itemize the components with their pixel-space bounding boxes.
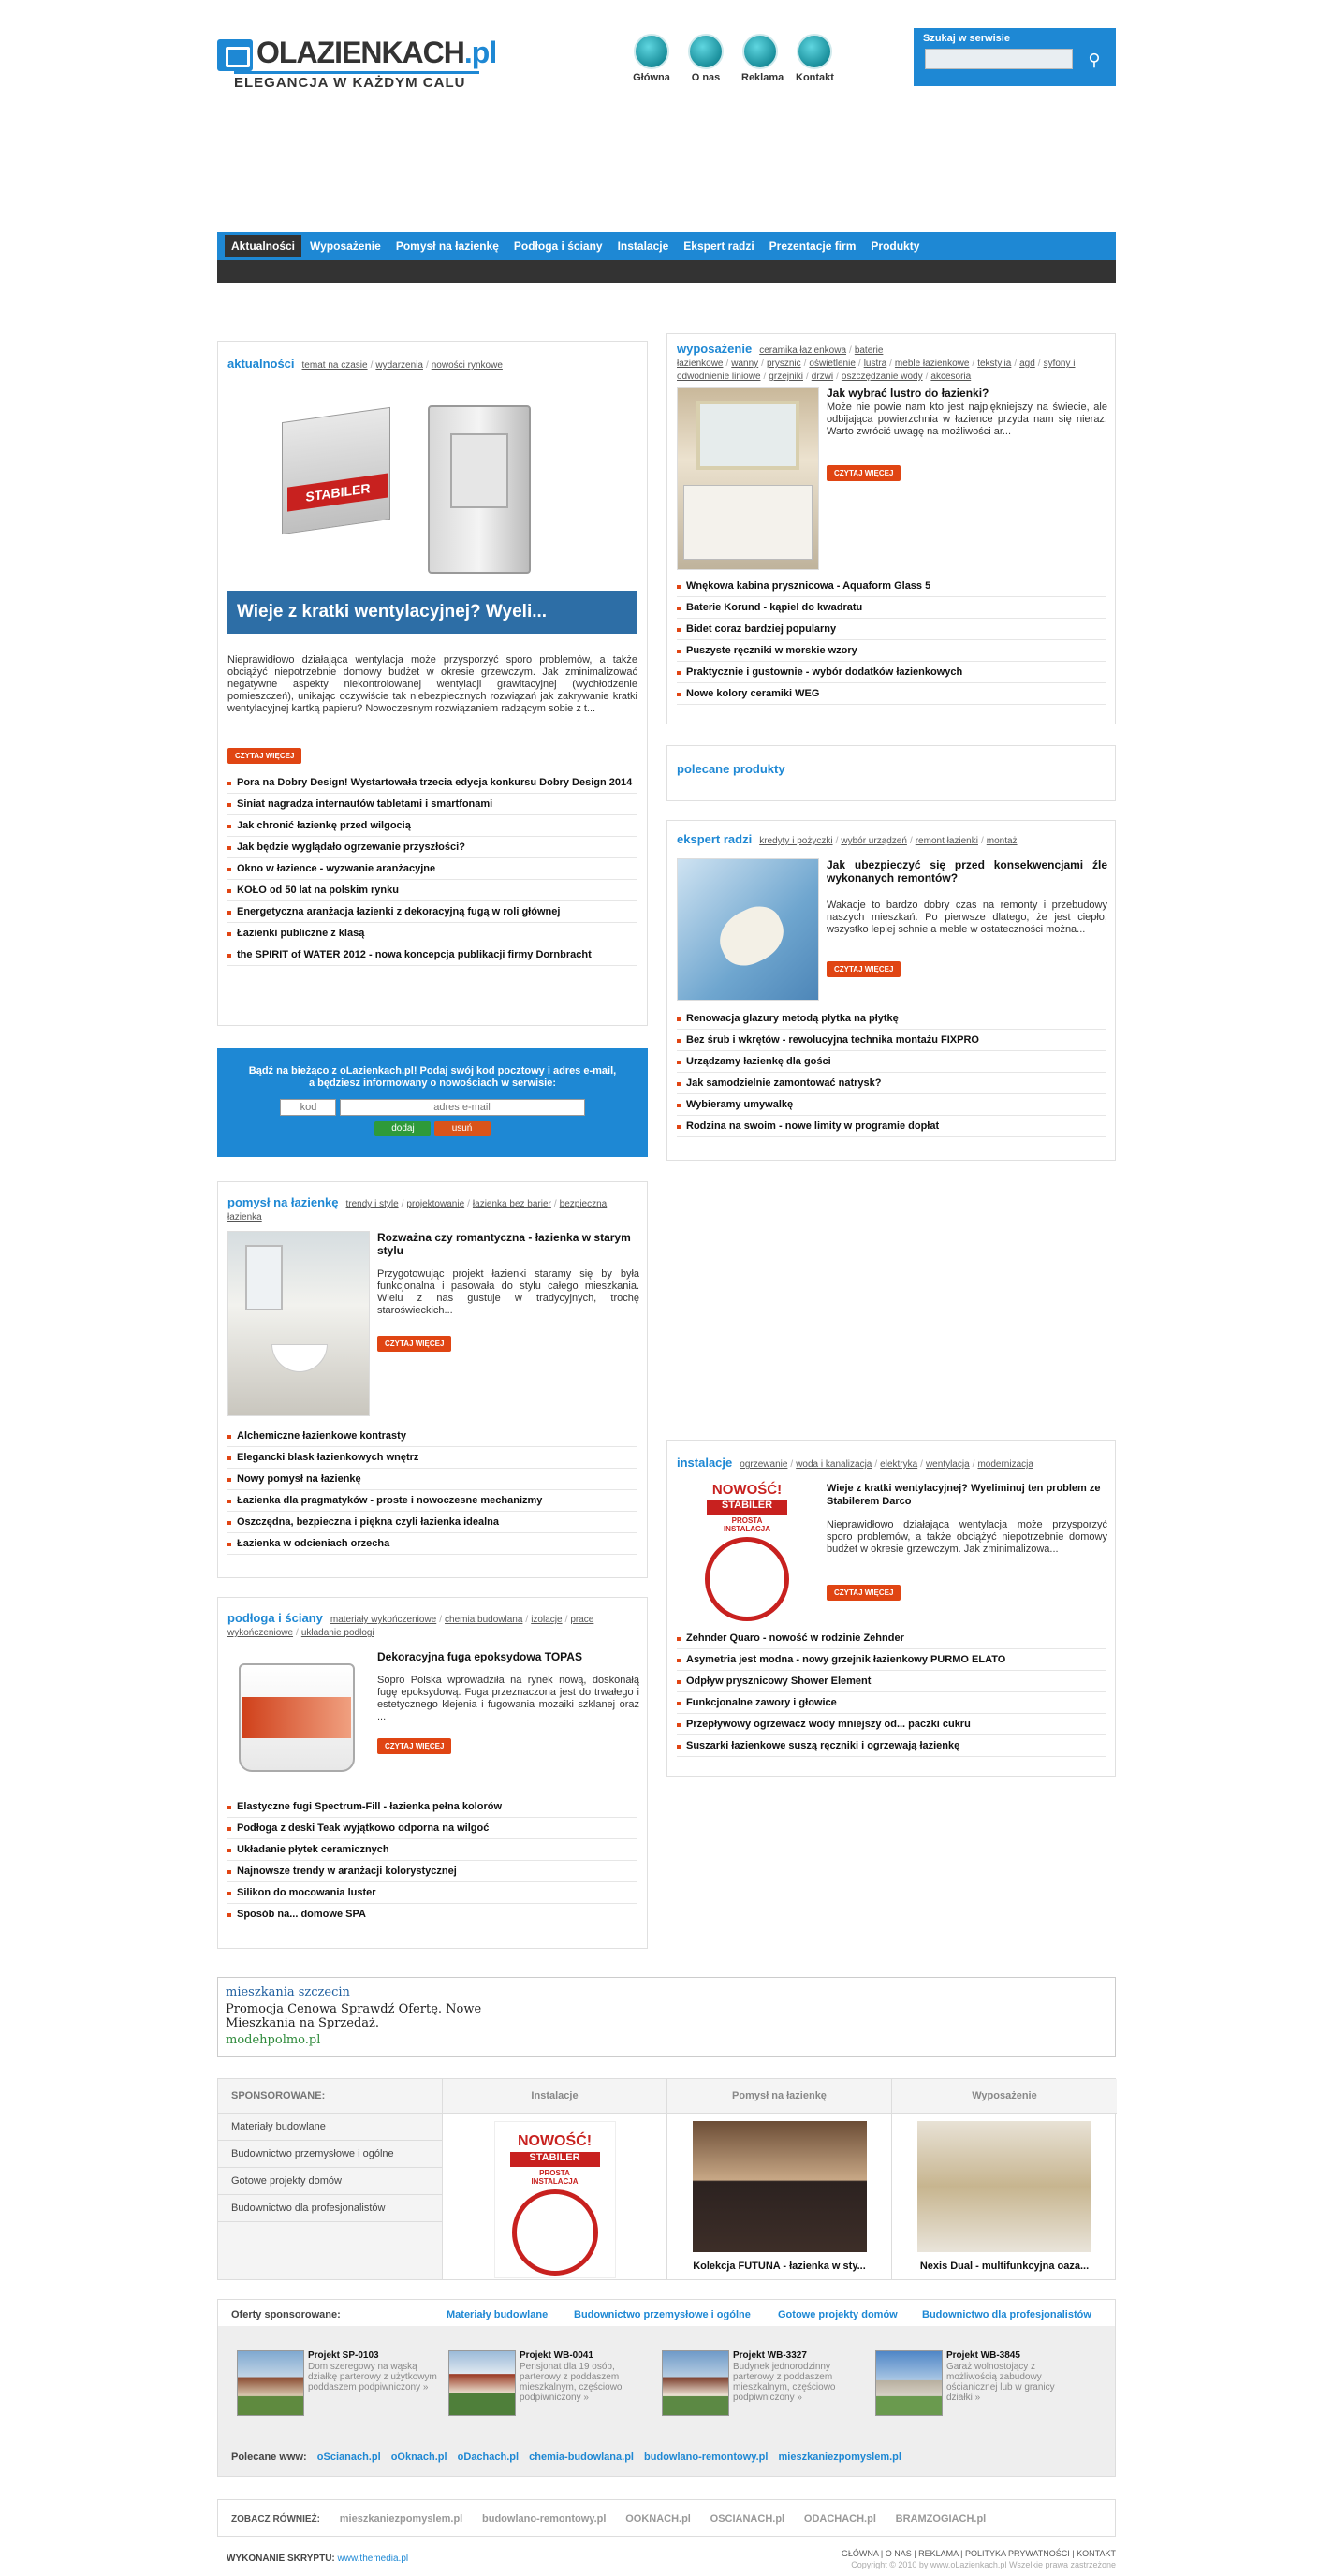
partner-link[interactable]: oDachach.pl xyxy=(457,2452,520,2463)
podloga-box: podłoga i ściany materiały wykończeniowe / chemia budowlana / izolacje / prace wykończeniowe / układanie podłogi Dekoracyjna fuga epoksydowa TOPAS Sopro Polska wprowadziła na rynek nową, doskonałą fugę epoksydową. Fuga przeznaczona jest do trwałego i estetycznego klejenia i fugowania mozaiki szklanej oraz ... CZYTAJ WIĘCEJ Elastyczne fugi Spectrum-Fill - łazienka pełna kolorów Podłoga z deski Teak wyjątkowo odporna na wilgoć Układanie płytek ceramicznych Najnowsze trendy w aranżacji kolorystycznej Silikon do mocowania luster Sposób na... domowe SPA xyxy=(217,1597,648,1949)
list-item[interactable]: Puszyste ręczniki w morskie wzory xyxy=(677,640,1106,662)
sponsored-item[interactable]: Gotowe projekty domów xyxy=(218,2167,442,2194)
podloga-list xyxy=(227,1796,637,1925)
list-item[interactable]: Łazienki publiczne z klasą xyxy=(227,923,637,944)
tag[interactable]: lustra xyxy=(863,359,887,369)
list-item[interactable]: Renowacja glazury metodą płytka na płytkę xyxy=(677,1008,1106,1030)
tag[interactable]: modernizacja xyxy=(977,1459,1033,1470)
partner-logo[interactable]: mieszkaniezpomyslem.pl xyxy=(339,2513,463,2525)
offers-link[interactable]: Budownictwo dla profesjonalistów xyxy=(922,2309,1091,2320)
logo-main: OLAZIENKACH xyxy=(256,36,464,69)
nav-instalacje[interactable]: Instalacje xyxy=(617,240,669,253)
partner-logo[interactable]: budowlano-remontowy.pl xyxy=(482,2513,607,2525)
tag[interactable]: drzwi xyxy=(811,372,834,382)
tag[interactable]: kredyty i pożyczki xyxy=(759,836,833,846)
sponsored-item[interactable]: Materiały budowlane xyxy=(218,2113,442,2140)
offer-item[interactable]: Projekt SP-0103 Dom szeregowy na wąską działkę parterowy z użytkowym poddaszem podpiwniczony » xyxy=(237,2350,443,2425)
stabiler-label: STABILER xyxy=(287,473,388,511)
list-item[interactable]: Praktycznie i gustownie - wybór dodatków łazienkowych xyxy=(677,662,1106,683)
list-item[interactable]: Podłoga z deski Teak wyjątkowo odporna na wilgoć xyxy=(227,1818,637,1839)
tag[interactable]: baterie łazienkowe xyxy=(677,345,884,369)
tag[interactable]: projektowanie xyxy=(406,1199,465,1209)
list-item[interactable]: Pora na Dobry Design! Wystartowała trzecia edycja konkursu Dobry Design 2014 xyxy=(227,772,637,794)
offer-item[interactable]: Projekt WB-0041 Pensjonat dla 19 osób, parterowy z poddaszem mieszkalnym, częściowo podpiwniczony » xyxy=(448,2350,654,2425)
list-item[interactable]: Okno w łazience - wyzwanie aranżacyjne xyxy=(227,858,637,880)
list-item[interactable]: Asymetria jest modna - nowy grzejnik łazienkowy PURMO ELATO xyxy=(677,1649,1106,1671)
email-input[interactable] xyxy=(340,1099,585,1116)
wyposazenie-title[interactable]: wyposażenie xyxy=(677,342,753,356)
partner-logo[interactable]: OSCIANACH.pl xyxy=(710,2513,785,2525)
tag[interactable]: temat na czasie xyxy=(301,360,368,371)
top-nav xyxy=(633,34,833,83)
sponsored-col-pomysl xyxy=(667,2079,892,2279)
ekspert-list xyxy=(677,1008,1106,1137)
nav-prezentacje[interactable]: Prezentacje firm xyxy=(769,240,857,253)
pomysl-box: pomysł na łazienkę trendy i style / projektowanie / łazienka bez barier / bezpieczna łazienka Rozważna czy romantyczna - łazienka w starym stylu Przygotowując projekt łazienki staramy się by była funkcjonalna i pasowała do stylu całego mieszkania. Wielu z nas gustuje w tradycyjnych, trochę staroświeckich... CZYTAJ WIĘCEJ Alchemiczne łazienkowe kontrasty Elegancki blask łazienkowych wnętrz Nowy pomysł na łazienkę Łazienka dla pragmatyków - proste i nowoczesne mechanizmy Oszczędna, bezpieczna i piękna czyli łazienka idealna Łazienka w odcieniach orzecha xyxy=(217,1181,648,1578)
check-icon xyxy=(688,34,724,69)
list-item[interactable]: Suszarki łazienkowe suszą ręczniki i ogrzewają łazienkę xyxy=(677,1735,1106,1757)
sponsored-caption[interactable]: Kolekcja FUTUNA - łazienka w sty... xyxy=(693,2261,866,2272)
postcode-input[interactable] xyxy=(280,1099,336,1116)
tag[interactable]: oszczędzanie wody xyxy=(841,372,923,382)
list-item[interactable]: Łazienka w odcieniach orzecha xyxy=(227,1533,637,1555)
sponsored-col-instalacje xyxy=(443,2079,667,2279)
search-label: Szukaj w serwisie xyxy=(923,33,1010,44)
list-item[interactable]: Jak samodzielnie zamontować natrysk? xyxy=(677,1073,1106,1094)
read-more-button[interactable]: CZYTAJ WIĘCEJ xyxy=(377,1738,451,1754)
tag[interactable]: grzejniki xyxy=(769,372,803,382)
aktualnosci-box: aktualności temat na czasie / wydarzenia / nowości rynkowe STABILER Wieje z kratki wentylacyjnej? Wyeli... Nieprawidłowo działająca wentylacja może przysporzyć sporo problemów, a także obciążyć niepotrzebnie domowy budżet w okresie grzewczym. Jak zminimalizować negatywne aspekty niekontrolowanej wentylacji grawitacyjnej (wychłodzenie pomieszczeń), unikając oczywiście tak niebezpiecznych rozwiązań jak zakrywanie kratki wentylacyjnej kartką papieru? Nowoczesnym rozwiązaniem radzącym sobie z t... CZYTAJ WIĘCEJ Pora na Dobry Design! Wystartowała trzecia edycja konkursu Dobry Design 2014 Siniat nagradza internautów tabletami i smartfonami Jak chronić łazienkę przed wilgocią Jak będzie wyglądało ogrzewanie przyszłości? Okno w łazience - wyzwanie aranżacyjne KOŁO od 50 lat na polskim rynku Energetyczna aranżacja łazienki z dekoracyjną fugą w roli głównej Łazienki publiczne z klasą the SPIRIT of WATER 2012 - nowa koncepcja publikacji firmy Dornbracht xyxy=(217,341,648,1026)
tag[interactable]: woda i kanalizacja xyxy=(796,1459,872,1470)
instalacje-box: instalacje ogrzewanie / woda i kanalizacja / elektryka / wentylacja / modernizacja NOWOŚĆ! STABILER PROSTA INSTALACJA Wieje z kratki wentylacyjnej? Wyeliminuj ten problem ze Stabilerem Darco Nieprawidłowo działająca wentylacja może przysporzyć sporo problemów, a także obciążyć niepotrzebnie domowy budżet w okresie grzewczym. Jak zminimalizowa... CZYTAJ WIĘCEJ Zehnder Quaro - nowość w rodzinie Zehnder Asymetria jest modna - nowy grzejnik łazienkowy PURMO ELATO Odpływ prysznicowy Shower Element Funkcjonalne zawory i głowice Przepływowy ogrzewacz wody mniejszy od... paczki cukru Suszarki łazienkowe suszą ręczniki i ogrzewają łazienkę xyxy=(666,1440,1116,1777)
offer-item[interactable]: Projekt WB-3845 Garaż wolnostojący z możliwością zabudowy ościanicznej lub w granicy działki » xyxy=(875,2350,1081,2425)
see-also-label: ZOBACZ RÓWNIEŻ: xyxy=(231,2514,320,2525)
instalacje-list xyxy=(677,1628,1106,1757)
nav-podloga[interactable]: Podłoga i ściany xyxy=(513,240,603,253)
tag[interactable]: nowości rynkowe xyxy=(431,360,503,371)
search-input[interactable] xyxy=(925,49,1073,69)
sponsored-item[interactable]: Budownictwo przemysłowe i ogólne xyxy=(218,2140,442,2167)
podloga-article-text: Sopro Polska wprowadziła na rynek nową, doskonałą fugę epoksydową. Fuga przeznaczona jest do trwałego i estetycznego klejenia i fugowania mozaiki szklanej oraz ... xyxy=(377,1675,639,1722)
instalacje-article-title[interactable]: Wieje z kratki wentylacyjnej? Wyeliminuj ten problem ze Stabilerem Darco xyxy=(827,1483,1101,1507)
sponsored-col-title[interactable]: Instalacje xyxy=(443,2079,666,2114)
list-item[interactable]: Nowe kolory ceramiki WEG xyxy=(677,683,1106,705)
list-item[interactable]: Siniat nagradza internautów tabletami i smartfonami xyxy=(227,794,637,815)
list-item[interactable]: Łazienka dla pragmatyków - proste i nowoczesne mechanizmy xyxy=(227,1490,637,1512)
offers-link[interactable]: Materiały budowlane xyxy=(447,2309,549,2320)
nav-wyposazenie[interactable]: Wyposażenie xyxy=(310,240,381,253)
sponsored-col-title[interactable]: Wyposażenie xyxy=(892,2079,1117,2114)
list-item[interactable]: Elegancki blask łazienkowych wnętrz xyxy=(227,1447,637,1469)
list-item[interactable]: Jak będzie wyglądało ogrzewanie przyszłości? xyxy=(227,837,637,858)
list-item[interactable]: Odpływ prysznicowy Shower Element xyxy=(677,1671,1106,1692)
sponsored-panel xyxy=(217,2078,1116,2280)
tag[interactable]: remont łazienki xyxy=(915,836,978,846)
read-more-button[interactable]: CZYTAJ WIĘCEJ xyxy=(827,961,901,977)
tag[interactable]: prace wykończeniowe xyxy=(227,1615,594,1638)
nav-produkty[interactable]: Produkty xyxy=(871,240,920,253)
tag[interactable]: wanny xyxy=(731,359,759,369)
read-more-button[interactable]: CZYTAJ WIĘCEJ xyxy=(827,1585,901,1601)
partner-logo[interactable]: OOKNACH.pl xyxy=(625,2513,691,2525)
podloga-article-title[interactable]: Dekoracyjna fuga epoksydowa TOPAS xyxy=(377,1650,582,1663)
list-item[interactable]: KOŁO od 50 lat na polskim rynku xyxy=(227,880,637,901)
mail-icon xyxy=(797,34,832,69)
ekspert-box: ekspert radzi kredyty i pożyczki / wybór urządzeń / remont łazienki / montaż Jak ubezpieczyć się przed konsekwencjami źle wykonanych remontów? Wakacje to bardzo dobry czas na remonty i przebudowy naszych mieszkań. Po pierwsze dlatego, że jest ciepło, wszystko lepiej schnie a meble w ostateczności można... CZYTAJ WIĘCEJ Renowacja glazury metodą płytka na płytkę Bez śrub i wkrętów - rewolucyjna technika montażu FIXPRO Urządzamy łazienkę dla gości Jak samodzielnie zamontować natrysk? Wybieramy umywalkę Rodzina na swoim - nowe limity w programie dopłat xyxy=(666,820,1116,1161)
feature-image[interactable] xyxy=(227,377,637,589)
mirror-vanity-image[interactable] xyxy=(677,387,819,570)
list-item[interactable]: Elastyczne fugi Spectrum-Fill - łazienka pełna kolorów xyxy=(227,1796,637,1818)
house-image xyxy=(875,2350,943,2416)
ad-url[interactable]: modehpolmo.pl xyxy=(226,2033,321,2047)
tag[interactable]: materiały wykończeniowe xyxy=(330,1615,437,1625)
polecane-www: Polecane www: oScianach.pl oOknach.pl oDachach.pl chemia-budowlana.pl budowlano-remontowy.pl mieszkaniezpomyslem.pl xyxy=(231,2452,901,2463)
newsletter-box xyxy=(217,1048,648,1157)
tag[interactable]: izolacje xyxy=(531,1615,563,1625)
search-box xyxy=(914,28,1116,86)
footer-credit-link[interactable]: www.themedia.pl xyxy=(337,2554,409,2564)
ekspert-title[interactable]: ekspert radzi xyxy=(677,832,753,846)
copyright: Copyright © 2010 by www.oLazienkach.pl Wszelkie prawa zastrzeżone xyxy=(851,2560,1116,2569)
list-item[interactable]: the SPIRIT of WATER 2012 - nowa koncepcja publikacji firmy Dornbracht xyxy=(227,944,637,966)
plaster-brush-image[interactable] xyxy=(677,858,819,1001)
instalacje-article-text: Nieprawidłowo działająca wentylacja może przysporzyć sporo problemów, a także obciążyć niepotrzebnie domowy budżet w okresie grzewczym. Jak zminimalizowa... xyxy=(827,1519,1107,1555)
tag[interactable]: prysznic xyxy=(766,359,801,369)
sponsored-col-wyposazenie xyxy=(892,2079,1117,2279)
bathroom-sink-image[interactable] xyxy=(227,1231,370,1416)
tag[interactable]: syfony i odwodnienie liniowe xyxy=(677,359,1076,382)
offers-link[interactable]: Gotowe projekty domów xyxy=(778,2309,898,2320)
polecane-box xyxy=(666,745,1116,801)
partner-logo[interactable]: ODACHACH.pl xyxy=(803,2513,876,2525)
tag[interactable]: tekstylia xyxy=(977,359,1012,369)
ekspert-article-text: Wakacje to bardzo dobry czas na remonty i przebudowy naszych mieszkań. Po pierwsze dlatego, że jest ciepło, wszystko lepiej schnie a meble w ostateczności można... xyxy=(827,900,1107,935)
list-item[interactable]: Jak chronić łazienkę przed wilgocią xyxy=(227,815,637,837)
sponsored-item[interactable]: Budownictwo dla profesjonalistów xyxy=(218,2194,442,2222)
logo-slogan: ELEGANCJA W KAŻDYM CALU xyxy=(234,71,479,91)
main-nav xyxy=(217,232,1116,260)
topnav-home[interactable]: Główna xyxy=(633,34,670,83)
topnav-ads[interactable]: Reklama xyxy=(741,34,779,83)
list-item[interactable]: Baterie Korund - kąpiel do kwadratu xyxy=(677,597,1106,619)
house-image xyxy=(237,2350,304,2416)
sponsored-offers xyxy=(217,2299,1116,2477)
nav-aktualnosci[interactable]: Aktualności xyxy=(225,235,301,257)
list-item[interactable]: Wnękowa kabina prysznicowa - Aquaform Glass 5 xyxy=(677,576,1106,597)
polecane-title[interactable]: polecane produkty xyxy=(677,762,785,776)
offers-header: Oferty sponsorowane: xyxy=(231,2309,341,2320)
footer-nav[interactable]: GŁÓWNA | O NAS | REKLAMA | POLITYKA PRYWATNOŚCI | KONTAKT xyxy=(841,2549,1116,2558)
feature-caption[interactable]: Wieje z kratki wentylacyjnej? Wyeli... xyxy=(227,591,637,634)
partner-link[interactable]: oOknach.pl xyxy=(390,2452,447,2463)
nav-pomysl[interactable]: Pomysł na łazienkę xyxy=(395,240,499,253)
text-ad[interactable] xyxy=(217,1977,1116,2057)
list-item[interactable]: Energetyczna aranżacja łazienki z dekoracyjną fugą w roli głównej xyxy=(227,901,637,923)
tag[interactable]: oświetlenie xyxy=(809,359,856,369)
add-button[interactable]: dodaj xyxy=(374,1121,431,1136)
list-item[interactable]: Rodzina na swoim - nowe limity w programie dopłat xyxy=(677,1116,1106,1137)
footer-credits: WYKONANIE SKRYPTU: www.themedia.pl xyxy=(227,2554,409,2564)
ekspert-article-title[interactable]: Jak ubezpieczyć się przed konsekwencjami źle wykonanych remontów? xyxy=(827,858,1107,885)
newsletter-text: Bądź na bieżąco z oLazienkach.pl! Podaj swój kod pocztowy i adres e-mail, a będziesz informowany o nowościach w serwisie: xyxy=(248,1065,617,1089)
tag[interactable]: montaż xyxy=(986,836,1018,846)
search-icon[interactable]: ⚲ xyxy=(1088,51,1101,69)
aktualnosci-title[interactable]: aktualności xyxy=(227,357,295,371)
wyposazenie-article-title[interactable]: Jak wybrać lustro do łazienki? xyxy=(827,387,989,400)
tag[interactable]: wybór urządzeń xyxy=(841,836,907,846)
pomysl-article-text: Przygotowując projekt łazienki staramy się by była funkcjonalna i pasowała do stylu całego mieszkania. Wielu z nas gustuje w tradycyjnych, trochę staroświeckich... xyxy=(377,1268,639,1316)
list-item[interactable]: Zehnder Quaro - nowość w rodzinie Zehnder xyxy=(677,1628,1106,1649)
house-image xyxy=(448,2350,516,2416)
tag[interactable]: trendy i style xyxy=(345,1199,399,1209)
stabiler-badge-image[interactable]: NOWOŚĆ! STABILER PROSTA INSTALACJA xyxy=(696,1482,798,1617)
tag[interactable]: akcesoria xyxy=(930,372,972,382)
ad-line2: Mieszkania na Sprzedaż. xyxy=(226,2016,380,2030)
podloga-title[interactable]: podłoga i ściany xyxy=(227,1611,323,1625)
site-logo[interactable] xyxy=(217,34,497,91)
ad-title[interactable]: mieszkania szczecin xyxy=(226,1985,350,1999)
futuna-image[interactable] xyxy=(693,2121,867,2252)
partner-link[interactable]: chemia-budowlana.pl xyxy=(529,2452,634,2463)
list-item[interactable]: Bez śrub i wkrętów - rewolucyjna technika montażu FIXPRO xyxy=(677,1030,1106,1051)
aktualnosci-list xyxy=(227,772,637,966)
read-more-button[interactable]: CZYTAJ WIĘCEJ xyxy=(227,748,301,764)
topnav-about[interactable]: O nas xyxy=(687,34,725,83)
list-item[interactable]: Alchemiczne łazienkowe kontrasty xyxy=(227,1426,637,1447)
grout-bucket-image[interactable] xyxy=(227,1650,368,1781)
ad-line1: Promocja Cenowa Sprawdź Ofertę. Nowe xyxy=(226,2002,482,2016)
feature-text: Nieprawidłowo działająca wentylacja może przysporzyć sporo problemów, a także obciążyć niepotrzebnie domowy budżet w okresie grzewczym. Jak zminimalizować negatywne aspekty niekontrolowanej wentylacji grawitacyjnej (wychłodzenie pomieszczeń), unikając oczywiście tak niebezpiecznych rozwiązań jak zakrywanie kratki wentylacyjnej kartką papieru? Nowoczesnym rozwiązaniem radzącym sobie z t... xyxy=(227,654,637,714)
tag[interactable]: agd xyxy=(1019,359,1035,369)
home-icon xyxy=(634,34,669,69)
wyposazenie-list xyxy=(677,576,1106,705)
partner-logo[interactable]: BRAMZOGIACH.pl xyxy=(895,2513,987,2525)
sponsored-col-title[interactable]: Pomysł na łazienkę xyxy=(667,2079,891,2114)
sponsored-caption[interactable]: Nexis Dual - multifunkcyjna oaza... xyxy=(919,2261,1090,2272)
remove-button[interactable]: usuń xyxy=(434,1121,491,1136)
stabiler-promo-image[interactable]: NOWOŚĆ! STABILER PROSTA INSTALACJA xyxy=(494,2121,616,2278)
tag[interactable]: bezpieczna łazienka xyxy=(227,1199,608,1222)
list-item[interactable]: Urządzamy łazienkę dla gości xyxy=(677,1051,1106,1073)
tag[interactable]: łazienka bez barier xyxy=(472,1199,551,1209)
list-item[interactable]: Układanie płytek ceramicznych xyxy=(227,1839,637,1861)
topnav-contact[interactable]: Kontakt xyxy=(796,34,833,83)
nexis-image[interactable] xyxy=(917,2121,1091,2252)
sponsored-header: SPONSOROWANE: xyxy=(231,2090,326,2101)
tag[interactable]: układanie podłogi xyxy=(300,1628,374,1638)
list-item[interactable]: Silikon do mocowania luster xyxy=(227,1882,637,1904)
offer-item[interactable]: Projekt WB-3327 Budynek jednorodzinny parterowy z poddaszem mieszkalnym, częściowo podpiwniczony » xyxy=(662,2350,868,2425)
list-item[interactable]: Oszczędna, bezpieczna i piękna czyli łazienka idealna xyxy=(227,1512,637,1533)
read-more-button[interactable]: CZYTAJ WIĘCEJ xyxy=(377,1336,451,1352)
list-item[interactable]: Wybieramy umywalkę xyxy=(677,1094,1106,1116)
pomysl-list xyxy=(227,1426,637,1555)
instalacje-title[interactable]: instalacje xyxy=(677,1456,733,1470)
list-item[interactable]: Przepływowy ogrzewacz wody mniejszy od... paczki cukru xyxy=(677,1714,1106,1735)
wyposazenie-box: wyposażenie ceramika łazienkowa / baterie łazienkowe / wanny / prysznic / oświetlenie / lustra / meble łazienkowe / tekstylia / agd / syfony i odwodnienie liniowe / grzejniki / drzwi / oszczędzanie wody / akcesoria Jak wybrać lustro do łazienki? Może nie powie nam kto jest najpiękniejszy na świecie, ale odbijająca powierzchnia w łazience przyda nam się nieraz. Warto zwrócić uwagę na możliwości ar... CZYTAJ WIĘCEJ Wnękowa kabina prysznicowa - Aquaform Glass 5 Baterie Korund - kąpiel do kwadratu Bidet coraz bardziej popularny Puszyste ręczniki w morskie wzory Praktycznie i gustownie - wybór dodatków łazienkowych Nowe kolory ceramiki WEG xyxy=(666,333,1116,724)
see-also-bar xyxy=(217,2499,1116,2537)
list-item[interactable]: Funkcjonalne zawory i głowice xyxy=(677,1692,1106,1714)
list-item[interactable]: Bidet coraz bardziej popularny xyxy=(677,619,1106,640)
pomysl-article-title[interactable]: Rozważna czy romantyczna - łazienka w starym stylu xyxy=(377,1231,631,1257)
tag[interactable]: ceramika łazienkowa xyxy=(759,345,847,356)
tag[interactable]: ogrzewanie xyxy=(740,1459,788,1470)
house-image xyxy=(662,2350,729,2416)
globe-icon xyxy=(742,34,778,69)
pomysl-title[interactable]: pomysł na łazienkę xyxy=(227,1195,339,1209)
tag[interactable]: meble łazienkowe xyxy=(894,359,970,369)
partner-link[interactable]: budowlano-remontowy.pl xyxy=(644,2452,769,2463)
list-item[interactable]: Nowy pomysł na łazienkę xyxy=(227,1469,637,1490)
tag[interactable]: chemia budowlana xyxy=(445,1615,523,1625)
footer-links xyxy=(842,2548,1116,2570)
wyposazenie-article-text: Może nie powie nam kto jest najpiękniejszy na świecie, ale odbijająca powierzchnia w łazience przyda nam się nieraz. Warto zwrócić uwagę na możliwości ar... xyxy=(827,402,1107,437)
tag[interactable]: wentylacja xyxy=(925,1459,970,1470)
sub-nav-bar xyxy=(217,260,1116,283)
list-item[interactable]: Sposób na... domowe SPA xyxy=(227,1904,637,1925)
sponsored-menu xyxy=(218,2079,443,2279)
nav-ekspert[interactable]: Ekspert radzi xyxy=(683,240,754,253)
offers-link[interactable]: Budownictwo przemysłowe i ogólne xyxy=(574,2309,751,2320)
tag[interactable]: wydarzenia xyxy=(375,360,423,371)
read-more-button[interactable]: CZYTAJ WIĘCEJ xyxy=(827,465,901,481)
logo-tld: .pl xyxy=(463,36,497,69)
tag[interactable]: elektryka xyxy=(880,1459,918,1470)
list-item[interactable]: Najnowsze trendy w aranżacji kolorystycznej xyxy=(227,1861,637,1882)
logo-icon xyxy=(217,39,253,71)
partner-link[interactable]: mieszkaniezpomyslem.pl xyxy=(778,2452,901,2463)
partner-link[interactable]: oScianach.pl xyxy=(316,2452,381,2463)
